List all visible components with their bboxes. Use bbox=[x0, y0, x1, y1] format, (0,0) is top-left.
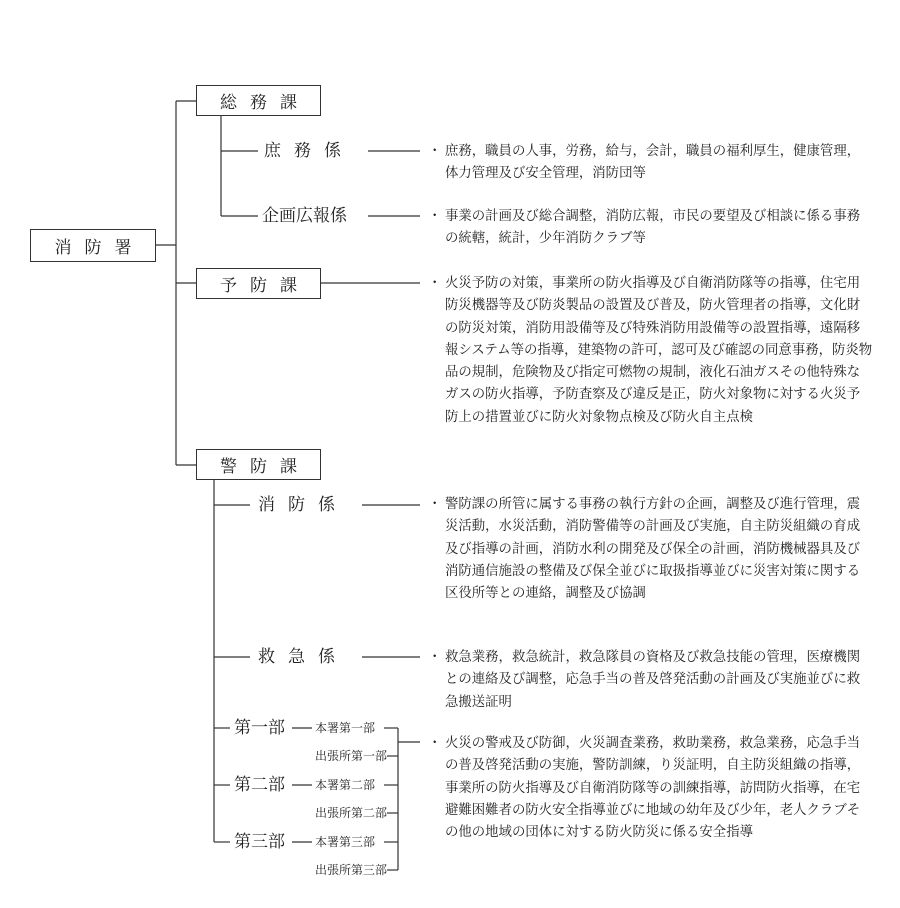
node-shucho-1: 出張所第一部 bbox=[315, 749, 388, 763]
duties-text: 火災予防の対策，事業所の防火指導及び自衛消防隊等の指導，住宅用防災機器等及び防炎製品の設置及び普及，防火管理者の指導，文化財の防災対策，消防用設備等及び特殊消防用設備等の設置指導，遠隔移報システム等の指導，建築物の許可，認可及び確認の同意事務，防炎物品の規制，危険物及び指定可燃物の規制，液化石油ガスその他特殊なガスの防火指導，予防査察及び違反是正，防火対象物に対する火災予防上の措置並びに防火対象物点検及び防火自主点検 bbox=[445, 276, 873, 425]
node-honsho-1: 本署第一部 bbox=[315, 721, 376, 735]
node-dai3bu: 第三部 bbox=[234, 832, 285, 852]
node-dai2bu: 第二部 bbox=[234, 775, 285, 795]
node-somuka: 総務課 bbox=[196, 85, 321, 116]
bullet: ・ bbox=[428, 736, 442, 751]
bullet: ・ bbox=[428, 144, 442, 159]
bullet: ・ bbox=[428, 497, 442, 512]
node-kikaku: 企画広報係 bbox=[262, 206, 347, 226]
node-shucho-3: 出張所第三部 bbox=[315, 863, 388, 877]
node-keibouka: 警防課 bbox=[196, 449, 321, 480]
node-shomukakari: 庶務係 bbox=[264, 141, 354, 161]
duties-shoubougakari bbox=[428, 494, 873, 605]
duties-kyukyugakari bbox=[428, 647, 873, 714]
node-shucho-2: 出張所第二部 bbox=[315, 806, 388, 820]
bullet: ・ bbox=[428, 276, 442, 291]
duties-text: 火災の警戒及び防御，火災調査業務，救助業務，救急業務，応急手当の普及啓発活動の実施，警防訓練，り災証明，自主防災組織の指導，事業所の防火指導及び自衛消防隊等の訓練指導，訪問防火指導，在宅避難困難者の防火安全指導並びに地域の幼年及び少年，老人クラブその他の地域の団体に対する防火防災に係る安全指導 bbox=[445, 736, 861, 841]
node-honsho-2: 本署第二部 bbox=[315, 778, 376, 792]
duties-shomukakari bbox=[428, 141, 873, 186]
bullet: ・ bbox=[428, 650, 442, 665]
duties-yobouka bbox=[428, 273, 873, 429]
node-shoubousho: 消防署 bbox=[30, 229, 156, 262]
node-kyukyugakari: 救急係 bbox=[258, 647, 348, 667]
duties-text: 事業の計画及び総合調整，消防広報，市民の要望及び相談に係る事務の統轄，統計，少年消防クラブ等 bbox=[445, 209, 861, 247]
node-yobouka: 予防課 bbox=[196, 268, 321, 299]
duties-bu bbox=[428, 733, 873, 844]
node-honsho-3: 本署第三部 bbox=[315, 835, 376, 849]
duties-kikaku bbox=[428, 206, 873, 251]
duties-text: 警防課の所管に属する事務の執行方針の企画，調整及び進行管理，震災活動，水災活動，消防警備等の計画及び実施，自主防災組織の育成及び指導の計画，消防水利の開発及び保全の計画，消防機械器具及び消防通信施設の整備及び保全並びに取扱指導並びに災害対策に関する区役所等との連絡，調整及び協調 bbox=[445, 497, 861, 602]
node-shoubougakari: 消防係 bbox=[258, 495, 348, 515]
duties-text: 救急業務，救急統計，救急隊員の資格及び救急技能の管理，医療機関との連絡及び調整，応急手当の普及啓発活動の計画及び実施並びに救急搬送証明 bbox=[445, 650, 861, 710]
bullet: ・ bbox=[428, 209, 442, 224]
node-dai1bu: 第一部 bbox=[234, 718, 285, 738]
duties-text: 庶務，職員の人事，労務，給与，会計，職員の福利厚生，健康管理，体力管理及び安全管理，消防団等 bbox=[445, 144, 861, 182]
